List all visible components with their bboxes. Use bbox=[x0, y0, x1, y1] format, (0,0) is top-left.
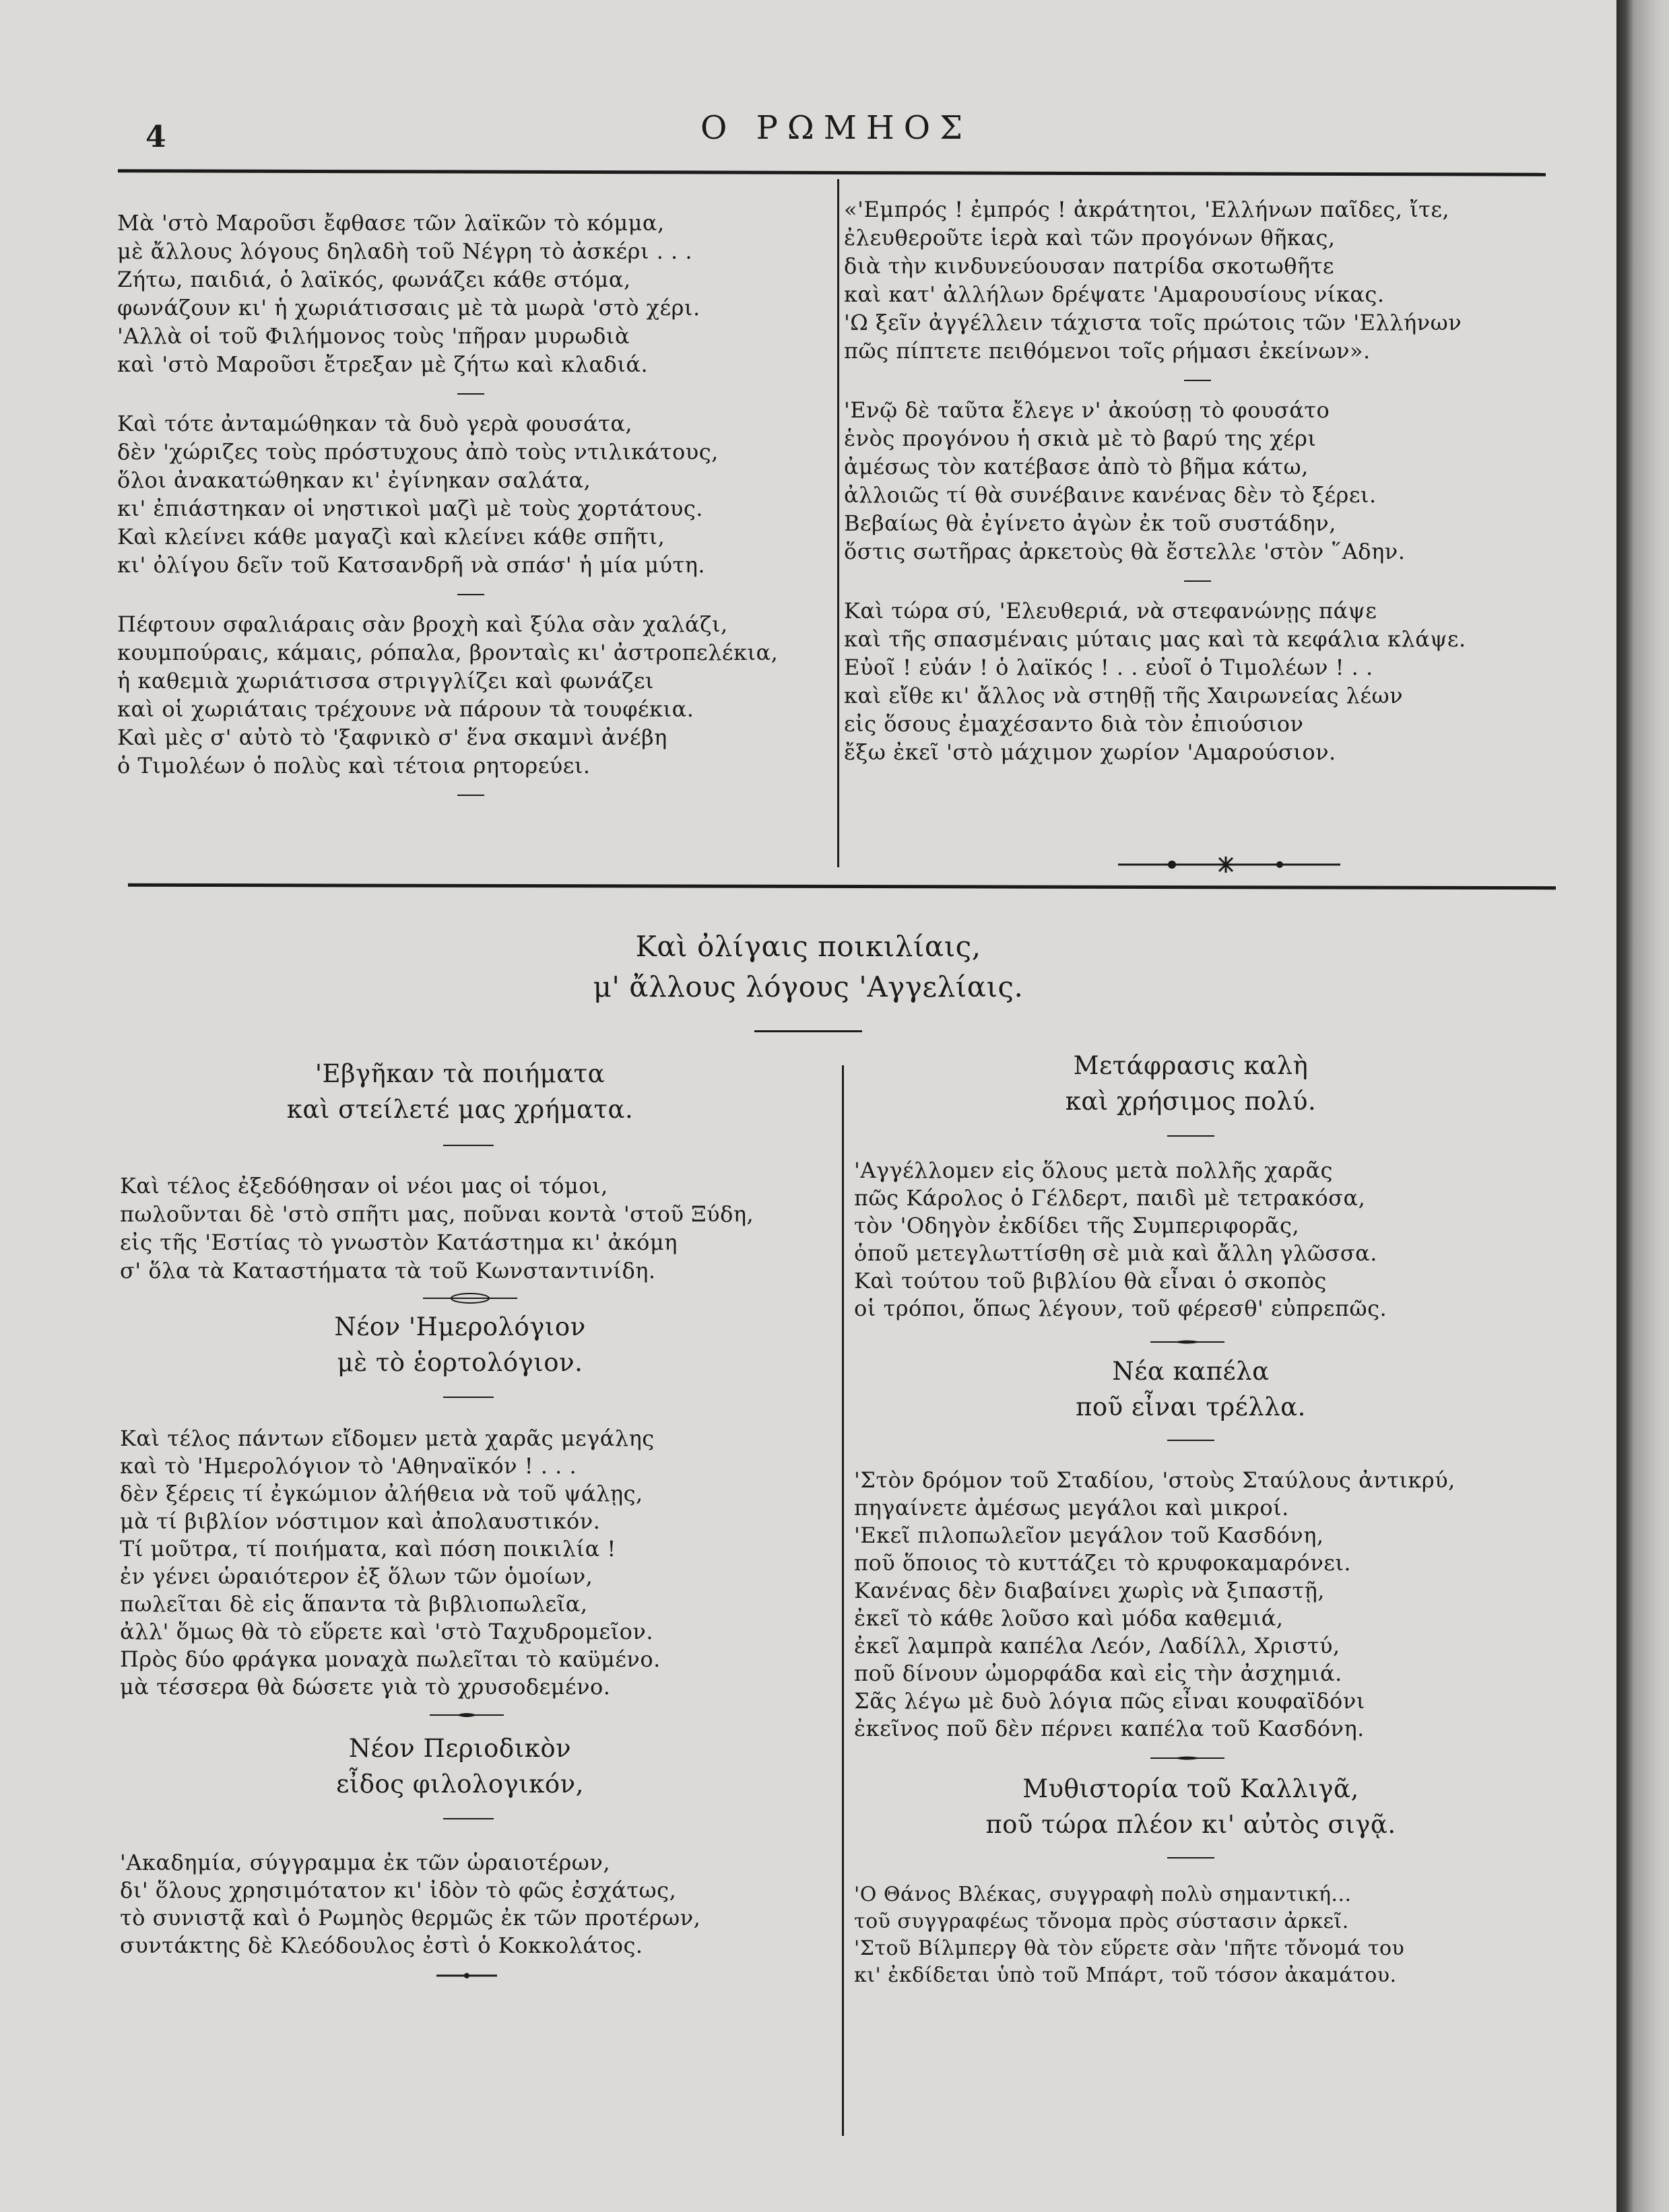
notice-ornament bbox=[430, 1709, 504, 1717]
verse-line: ὁ Τιμολέων ὁ πολὺς καὶ τέτοια ρητορεύει. bbox=[117, 753, 591, 778]
notice-heading-line: Νέα καπέλα bbox=[1112, 1357, 1270, 1386]
verse-line: μὰ τέσσερα θὰ δώσετε γιὰ τὸ χρυσοδεμένο. bbox=[120, 1674, 611, 1700]
verse-line: Καὶ τότε ἀνταμώθηκαν τὰ δυὸ γερὰ φουσάτα, bbox=[117, 411, 633, 436]
verse-line: «'Εμπρός ! ἐμπρός ! ἀκράτητοι, 'Ελλήνων παῖδες, ἴτε, bbox=[844, 197, 1450, 222]
notice-heading-line: μὲ τὸ ἑορτολόγιον. bbox=[337, 1348, 583, 1377]
notice-heading bbox=[120, 1731, 800, 1802]
masthead-title: Ο ΡΩΜΗΟΣ bbox=[700, 109, 972, 147]
stanza-separator bbox=[1184, 580, 1211, 582]
verse-line: πῶς Κάρολος ὁ Γέλδερτ, παιδὶ μὲ τετρακόσα, bbox=[854, 1185, 1366, 1211]
section-heading-line: μ' ἄλλους λόγους 'Αγγελίαις. bbox=[593, 970, 1024, 1003]
verse-line: κι' ὀλίγου δεῖν τοῦ Κατσανδρῆ νὰ σπάσ' ἡ μία μύτη. bbox=[117, 552, 706, 578]
left-column bbox=[120, 1056, 834, 1976]
verse-line: Κανένας δὲν διαβαίνει χωρὶς νὰ ξιπαστῇ, bbox=[854, 1578, 1325, 1603]
verse-line: 'Αλλὰ οἱ τοῦ Φιλήμονος τοὺς 'πῆραν μυρωδιὰ bbox=[117, 323, 630, 349]
verse-line: Μὰ 'στὸ Μαροῦσι ἔφθασε τῶν λαϊκῶν τὸ κόμμα, bbox=[117, 210, 665, 236]
heading-separator bbox=[1167, 1440, 1214, 1441]
notice-heading-line: 'Εβγῆκαν τὰ ποιήματα bbox=[315, 1059, 606, 1088]
section-heading-line: Καὶ ὀλίγαις ποικιλίαις, bbox=[635, 930, 981, 963]
verse-line: Βεβαίως θὰ ἐγίνετο ἀγὼν ἐκ τοῦ συστάδην, bbox=[844, 510, 1336, 536]
bottom-column-divider bbox=[842, 1065, 844, 2136]
notice-body bbox=[120, 1172, 834, 1285]
verse-line: οἱ τρόποι, ὅπως λέγουν, τοῦ φέρεσθ' εὐπρεπῶς. bbox=[854, 1296, 1387, 1321]
poem-stanza bbox=[844, 597, 1551, 766]
verse-line: κι' ἐπιάστηκαν οἱ νηστικοὶ μαζὶ μὲ τοὺς χορτάτους. bbox=[117, 496, 703, 521]
notice-heading-line: καὶ χρήσιμος πολύ. bbox=[1065, 1087, 1317, 1116]
right-column bbox=[854, 1048, 1555, 1989]
notice-heading bbox=[854, 1771, 1528, 1842]
verse-line: ἐν γένει ὡραιότερον ἐξ ὅλων τῶν ὁμοίων, bbox=[120, 1564, 593, 1589]
verse-line: σ' ὅλα τὰ Καταστήματα τὰ τοῦ Κωνσταντινίδη. bbox=[120, 1258, 656, 1283]
ornament-icon bbox=[436, 1972, 497, 1979]
verse-line: τοῦ συγγραφέως τὄνομα πρὸς σύστασιν ἀρκεῖ. bbox=[854, 1910, 1349, 1933]
verse-line: μὰ τί βιβλίον νόστιμον καὶ ἀπολαυστικόν. bbox=[120, 1508, 601, 1534]
verse-line: 'Ακαδημία, σύγγραμμα ἐκ τῶν ὡραιοτέρων, bbox=[120, 1850, 610, 1875]
verse-line: ἀλλ' ὅμως θὰ τὸ εὕρετε καὶ 'στὸ Ταχυδρομεῖον. bbox=[120, 1619, 654, 1644]
verse-line: Πέφτουν σφαλιάραις σὰν βροχὴ καὶ ξύλα σὰν χαλάζι, bbox=[117, 611, 728, 637]
verse-line: δὲν 'χώριζες τοὺς πρόστυχους ἀπὸ τοὺς ντιλικάτους, bbox=[117, 439, 719, 465]
verse-line: ἔξω ἐκεῖ 'στὸ μάχιμον χωρίον 'Αμαρούσιον. bbox=[844, 739, 1336, 765]
ornament-icon bbox=[1150, 1338, 1224, 1346]
end-ornament bbox=[1118, 857, 1340, 873]
page-number: 4 bbox=[145, 120, 166, 154]
notice-heading-line: εἶδος φιλολογικόν, bbox=[336, 1770, 584, 1799]
verse-line: Καὶ τέλος ἐξεδόθησαν οἱ νέοι μας οἱ τόμοι, bbox=[120, 1173, 608, 1199]
verse-line: 'Ενῷ δὲ ταῦτα ἔλεγε ν' ἀκούσῃ τὸ φουσάτο bbox=[844, 397, 1330, 423]
ornament-icon bbox=[423, 1292, 517, 1305]
verse-line: ποῦ δίνουν ὠμορφάδα καὶ εἰς τὴν ἀσχημιά. bbox=[854, 1661, 1342, 1686]
notice-heading-line: καὶ στείλετέ μας χρήματα. bbox=[286, 1095, 634, 1124]
verse-line: δι' ὅλους χρησιμότατον κι' ἰδὸν τὸ φῶς ἐσχάτως, bbox=[120, 1877, 677, 1903]
poem-stanza bbox=[117, 610, 831, 780]
verse-line: Εὐοῖ ! εὐάν ! ὁ λαϊκός ! . . εὐοῖ ὁ Τιμολέων ! . . bbox=[844, 655, 1373, 680]
poem-stanza bbox=[117, 209, 831, 378]
verse-line: 'Αγγέλλομεν εἰς ὅλους μετὰ πολλῆς χαρᾶς bbox=[854, 1158, 1333, 1183]
page-binding-edge bbox=[1616, 0, 1669, 2212]
stanza-separator bbox=[457, 795, 484, 796]
notice-heading-line: ποῦ τώρα πλέον κι' αὐτὸς σιγᾷ. bbox=[985, 1810, 1396, 1839]
verse-line: 'Στὸν δρόμον τοῦ Σταδίου, 'στοὺς Σταύλους ἀντικρύ, bbox=[854, 1467, 1455, 1493]
notice-ornament bbox=[1150, 1336, 1224, 1344]
verse-line: ἀμέσως τὸν κατέβασε ἀπὸ τὸ βῆμα κάτω, bbox=[844, 454, 1309, 479]
stanza-separator bbox=[457, 393, 484, 395]
ornament-icon bbox=[430, 1711, 504, 1719]
verse-line: ἐκεῖ λαμπρὰ καπέλα Λεόν, Λαδίλλ, Χριστύ, bbox=[854, 1633, 1340, 1658]
verse-line: τὸ συνιστᾷ καὶ ὁ Ρωμηὸς θερμῶς ἐκ τῶν προτέρων, bbox=[120, 1905, 701, 1931]
notice-body bbox=[854, 1467, 1555, 1743]
verse-line: Τί μοῦτρα, τί ποιήματα, καὶ πόση ποικιλία ! bbox=[120, 1536, 616, 1562]
heading-separator bbox=[443, 1145, 494, 1146]
notice-heading bbox=[120, 1056, 800, 1127]
verse-line: κι' ἐκδίδεται ὑπὸ τοῦ Μπάρτ, τοῦ τόσον ἀκαμάτου. bbox=[854, 1964, 1397, 1987]
notice-heading bbox=[120, 1309, 800, 1380]
verse-line: πῶς πίπτετε πειθόμενοι τοῖς ρήμασι ἐκείνων». bbox=[844, 338, 1371, 364]
notice-body bbox=[854, 1157, 1555, 1322]
verse-line: Καὶ τέλος πάντων εἴδομεν μετὰ χαρᾶς μεγάλης bbox=[120, 1426, 655, 1451]
verse-line: εἰς ὅσους ἐμαχέσαντο διὰ τὸν ἐπιούσιον bbox=[844, 711, 1304, 737]
poem-stanza bbox=[117, 409, 831, 579]
verse-line: ἐλευθεροῦτε ἱερὰ καὶ τῶν προγόνων θῆκας, bbox=[844, 225, 1336, 250]
verse-line: Καὶ τώρα σύ, 'Ελευθεριά, νὰ στεφανώνῃς πάψε bbox=[844, 598, 1377, 624]
verse-line: Ζήτω, παιδιά, ὁ λαϊκός, φωνάζει κάθε στόμα, bbox=[117, 267, 631, 292]
notice-heading-line: ποῦ εἶναι τρέλλα. bbox=[1076, 1393, 1306, 1421]
heading-separator bbox=[1167, 1857, 1214, 1858]
verse-line: ἡ καθεμιὰ χωριάτισσα στριγγλίζει καὶ φωνάζει bbox=[117, 668, 655, 694]
verse-line: ἑνὸς προγόνου ἡ σκιὰ μὲ τὸ βαρύ της χέρι bbox=[844, 426, 1317, 451]
verse-line: εἰς τῆς 'Εστίας τὸ γνωστὸν Κατάστημα κι' ἀκόμη bbox=[120, 1230, 678, 1255]
verse-line: ἐκεῖ τὸ κάθε λοῦσο καὶ μόδα καθεμιά, bbox=[854, 1605, 1284, 1631]
verse-line: πωλεῖται δὲ εἰς ἅπαντα τὰ βιβλιοπωλεῖα, bbox=[120, 1591, 588, 1617]
notice-heading bbox=[854, 1048, 1528, 1119]
notice-heading-line: Νέον Περιοδικὸν bbox=[348, 1734, 572, 1763]
verse-line: συντάκτης δὲ Κλεόδουλος ἐστὶ ὁ Κοκκολάτος. bbox=[120, 1933, 643, 1958]
verse-line: φωνάζουν κι' ἡ χωριάτισσαις μὲ τὰ μωρὰ 'στὸ χέρι. bbox=[117, 295, 700, 321]
verse-line: Καὶ τούτου τοῦ βιβλίου θὰ εἶναι ὁ σκοπὸς bbox=[854, 1268, 1327, 1294]
notice-heading-line: Νέον 'Ημερολόγιον bbox=[334, 1312, 586, 1341]
notice-body bbox=[120, 1849, 834, 1959]
poem-stanza bbox=[844, 195, 1551, 365]
verse-line: 'Στοῦ Βίλμπεργ θὰ τὸν εὕρετε σὰν 'πῆτε τὄνομά του bbox=[854, 1937, 1405, 1960]
verse-line: Καὶ μὲς σ' αὐτὸ τὸ 'ξαφνικὸ σ' ἕνα σκαμνὶ ἀνέβη bbox=[117, 725, 667, 750]
heading-separator bbox=[1167, 1135, 1214, 1137]
top-column-divider bbox=[837, 179, 839, 867]
ornament-icon bbox=[1150, 1754, 1224, 1762]
notice-heading bbox=[854, 1353, 1528, 1425]
top-left-column bbox=[117, 209, 831, 796]
verse-line: καὶ εἴθε κι' ἄλλος νὰ στηθῇ τῆς Χαιρωνείας λέων bbox=[844, 683, 1404, 708]
notice-heading-line: Μυθιστορία τοῦ Καλλιγᾶ, bbox=[1022, 1774, 1359, 1803]
stanza-separator bbox=[1184, 380, 1211, 381]
stanza-separator bbox=[457, 594, 484, 595]
verse-line: κουμπούραις, κάμαις, ρόπαλα, βρονταὶς κι' ἀστροπελέκια, bbox=[117, 640, 779, 665]
verse-line: ὅστις σωτῆρας ἀρκετοὺς θὰ ἔστελλε 'στὸν ῞Αδην. bbox=[844, 539, 1406, 564]
verse-line: 'Εκεῖ πιλοπωλεῖον μεγάλον τοῦ Κασδόνη, bbox=[854, 1522, 1324, 1548]
verse-line: ἀλλοιῶς τί θὰ συνέβαινε κανένας δὲν τὸ ξέρει. bbox=[844, 482, 1377, 508]
notice-ornament bbox=[436, 1969, 497, 1976]
verse-line: διὰ τὴν κινδυνεύουσαν πατρίδα σκοτωθῆτε bbox=[844, 253, 1334, 279]
verse-line: καὶ 'στὸ Μαροῦσι ἔτρεξαν μὲ ζήτω καὶ κλαδιά. bbox=[117, 351, 649, 377]
heading-separator bbox=[443, 1397, 494, 1398]
verse-line: καὶ τῆς σπασμέναις μύταις μας καὶ τὰ κεφάλια κλάψε. bbox=[844, 626, 1466, 652]
verse-line: 'Ω ξεῖν ἀγγέλλειν τάχιστα τοῖς πρώτοις τῶν 'Ελλήνων bbox=[844, 310, 1462, 335]
verse-line: καὶ τὸ 'Ημερολόγιον τὸ 'Αθηναϊκόν ! . . . bbox=[120, 1453, 577, 1479]
verse-line: πηγαίνετε ἀμέσως μεγάλοι καὶ μικροί. bbox=[854, 1495, 1289, 1520]
notice-body bbox=[854, 1881, 1555, 1989]
verse-line: καὶ οἱ χωριάταις τρέχουνε νὰ πάρουν τὰ τουφέκια. bbox=[117, 696, 694, 722]
verse-line: ἐκεῖνος ποῦ δὲν πέρνει καπέλα τοῦ Κασδόνη. bbox=[854, 1716, 1365, 1741]
top-right-column bbox=[844, 195, 1551, 766]
verse-line: πωλοῦνται δὲ 'στὸ σπῆτι μας, ποῦναι κοντὰ 'στοῦ Ξύδη, bbox=[120, 1201, 754, 1227]
poem-stanza bbox=[844, 396, 1551, 566]
notice-body bbox=[120, 1425, 834, 1701]
verse-line: ὅλοι ἀνακατώθηκαν κι' ἐγίνηκαν σαλάτα, bbox=[117, 467, 591, 493]
verse-line: δὲν ξέρεις τί ἐγκώμιον ἀλήθεια νὰ τοῦ ψάλῃς, bbox=[120, 1481, 643, 1506]
verse-line: Καὶ κλείνει κάθε μαγαζὶ καὶ κλείνει κάθε σπῆτι, bbox=[117, 524, 665, 549]
section-heading bbox=[572, 927, 1044, 1007]
heading-separator bbox=[443, 1818, 494, 1819]
verse-line: 'Ο Θάνος Βλέκας, συγγραφὴ πολὺ σημαντική... bbox=[854, 1883, 1352, 1906]
heading-underline bbox=[754, 1030, 862, 1032]
verse-line: τὸν 'Οδηγὸν ἐκδίδει τῆς Συμπεριφορᾶς, bbox=[854, 1213, 1300, 1238]
verse-line: μὲ ἄλλους λόγους δηλαδὴ τοῦ Νέγρη τὸ ἀσκέρι . . . bbox=[117, 238, 693, 264]
verse-line: καὶ κατ' ἀλλήλων δρέψατε 'Αμαρουσίους νίκας. bbox=[844, 281, 1385, 307]
notice-heading-line: Μετάφρασις καλὴ bbox=[1073, 1051, 1309, 1080]
verse-line: Σᾶς λέγω μὲ δυὸ λόγια πῶς εἶναι κουφαϊδόνι bbox=[854, 1688, 1365, 1714]
notice-ornament bbox=[423, 1292, 517, 1305]
verse-line: ποῦ ὅποιος τὸ κυττάζει τὸ κρυφοκαμαρόνει. bbox=[854, 1550, 1352, 1576]
ornament-icon bbox=[1118, 857, 1340, 873]
notice-ornament bbox=[1150, 1752, 1224, 1760]
verse-line: ὁποῦ μετεγλωττίσθη σὲ μιὰ καὶ ἄλλη γλῶσσα. bbox=[854, 1240, 1377, 1266]
verse-line: Πρὸς δύο φράγκα μοναχὰ πωλεῖται τὸ καϋμένο. bbox=[120, 1646, 661, 1672]
